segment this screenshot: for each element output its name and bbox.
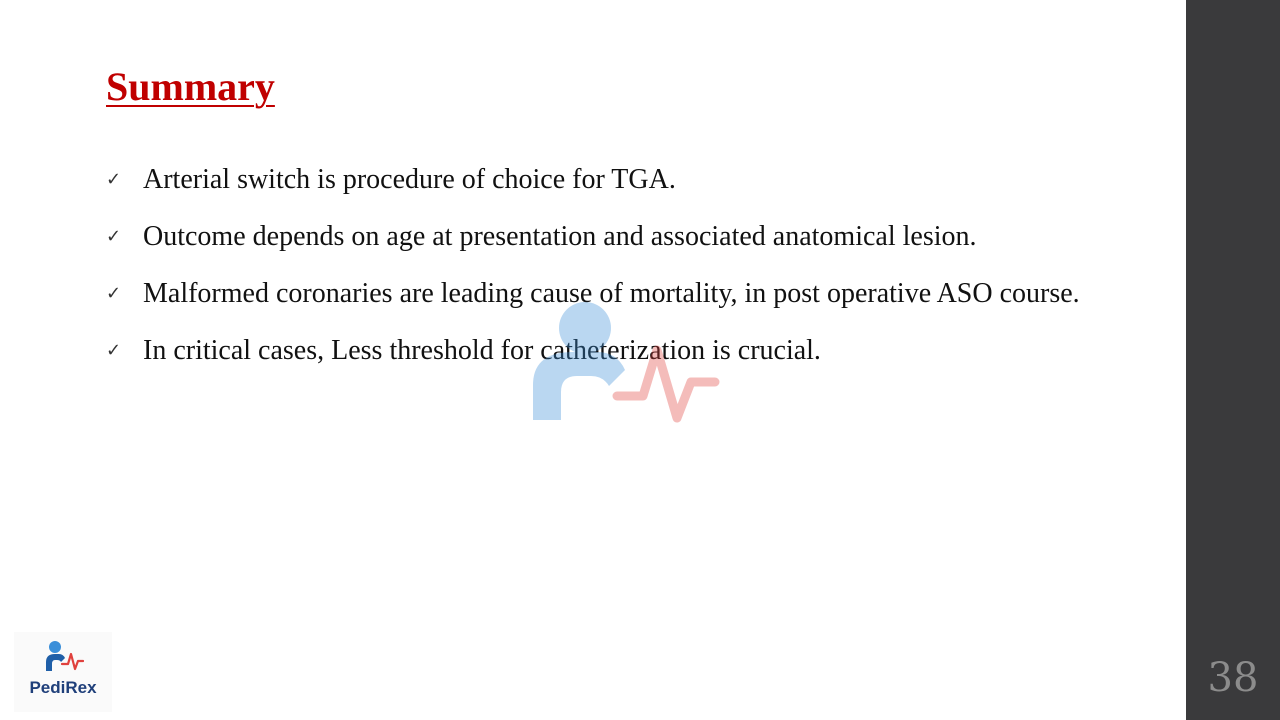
logo-text: PediRex [29, 678, 97, 697]
bullet-text: Arterial switch is procedure of choice for TGA. [143, 164, 676, 195]
bullet-text: Outcome depends on age at presentation and associated anatomical lesion. [143, 221, 977, 252]
bullet-item [106, 219, 1146, 254]
slide-title: Summary [106, 64, 275, 109]
pedirex-logo-icon [44, 640, 84, 672]
bullet-text: In critical cases, Less threshold for catheterization is crucial. [143, 335, 821, 366]
side-band [1186, 0, 1280, 720]
page-number: 38 [1207, 655, 1259, 701]
checkmark-icon: ✓ [106, 340, 122, 361]
bullet-text: Malformed coronaries are leading cause of mortality, in post operative ASO course. [143, 278, 1080, 309]
checkmark-icon: ✓ [106, 226, 122, 247]
checkmark-icon: ✓ [106, 283, 122, 304]
checkmark-icon: ✓ [106, 169, 122, 190]
logo [14, 632, 112, 712]
bullet-item [106, 162, 1146, 197]
pedirex-watermark-icon [525, 300, 725, 425]
